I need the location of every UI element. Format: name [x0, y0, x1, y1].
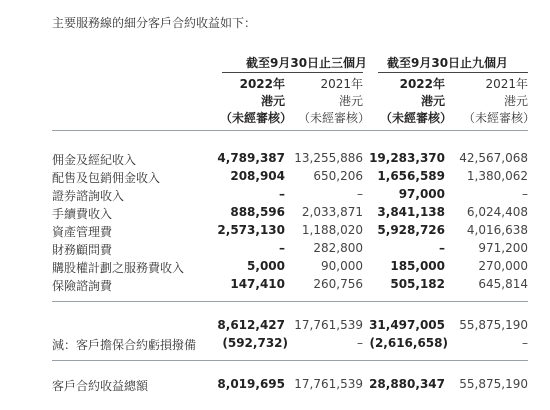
row-label: 購股權計劃之服務費收入 — [52, 261, 185, 275]
cell-value: 260,756 — [313, 277, 363, 291]
cell-value: 42,567,068 — [459, 151, 528, 165]
cell-value: 4,016,638 — [466, 223, 528, 237]
cell-value: 5,000 — [247, 259, 285, 273]
year-header-3: 2022年 — [399, 77, 445, 91]
period-nine-months: 截至9月30日止九個月 — [387, 56, 509, 70]
less-provision-value: – — [357, 336, 363, 350]
intro-text: 主要服務線的細分客戶合約收益如下： — [52, 16, 257, 30]
subtotal-value: 31,497,005 — [369, 318, 445, 332]
period-underline-9m — [378, 72, 528, 73]
table-row — [0, 151, 550, 169]
cell-value: 2,573,130 — [217, 223, 285, 237]
row-label: 佣金及經紀收入 — [52, 153, 137, 167]
total-rule — [52, 360, 528, 361]
cell-value: – — [439, 241, 445, 255]
currency-header-4: 港元 — [503, 94, 528, 108]
subtotal-value: 8,612,427 — [217, 318, 285, 332]
cell-value: 1,380,062 — [466, 169, 528, 183]
table-row — [0, 259, 550, 277]
cell-value: 270,000 — [478, 259, 528, 273]
cell-value: – — [357, 187, 363, 201]
subtotal-value: 55,875,190 — [459, 318, 528, 332]
table-row — [0, 277, 550, 295]
table-row — [0, 205, 550, 223]
row-label: 資產管理費 — [52, 225, 113, 239]
cell-value: – — [522, 187, 528, 201]
cell-value: 5,928,726 — [377, 223, 445, 237]
table-row — [0, 169, 550, 187]
subtotal-value: 17,761,539 — [294, 318, 363, 332]
cell-value: 147,410 — [230, 277, 285, 291]
less-provision-value: – — [522, 336, 528, 350]
audit-header-2: （未經審核） — [297, 111, 370, 125]
less-provision-label: 減：客戶擔保合約虧損撥備 — [52, 338, 197, 352]
row-label: 證券諮詢收入 — [52, 189, 125, 203]
total-row — [0, 377, 550, 395]
cell-value: 505,182 — [390, 277, 445, 291]
table-row — [0, 187, 550, 205]
cell-value: 185,000 — [390, 259, 445, 273]
less-provision-value: (592,732) — [222, 336, 288, 350]
subtotal-row — [0, 318, 550, 336]
row-label: 保險諮詢費 — [52, 279, 113, 293]
year-header-2: 2021年 — [320, 77, 363, 91]
cell-value: 1,656,589 — [377, 169, 445, 183]
cell-value: 971,200 — [478, 241, 528, 255]
total-value: 17,761,539 — [294, 377, 363, 391]
cell-value: – — [279, 241, 285, 255]
total-value: 28,880,347 — [369, 377, 445, 391]
table-row — [0, 241, 550, 259]
cell-value: 208,904 — [230, 169, 285, 183]
currency-header-2: 港元 — [338, 94, 363, 108]
subtotal-rule — [52, 301, 528, 302]
total-value: 55,875,190 — [459, 377, 528, 391]
period-underline-3m — [222, 72, 363, 73]
audit-header-4: （未經審核） — [462, 111, 535, 125]
year-header-1: 2022年 — [239, 77, 285, 91]
cell-value: 19,283,370 — [369, 151, 445, 165]
cell-value: 97,000 — [398, 187, 445, 201]
audit-header-1: （未經審核） — [219, 111, 292, 125]
period-three-months: 截至9月30日止三個月 — [246, 56, 368, 70]
table-row — [0, 223, 550, 241]
less-provision-value: (2,616,658) — [369, 336, 448, 350]
cell-value: 90,000 — [321, 259, 363, 273]
total-label: 客戶合約收益總額 — [52, 379, 149, 393]
header-rule — [52, 130, 528, 131]
audit-header-3: （未經審核） — [379, 111, 452, 125]
row-label: 配售及包銷佣金收入 — [52, 171, 161, 185]
currency-header-1: 港元 — [260, 94, 285, 108]
cell-value: 888,596 — [230, 205, 285, 219]
cell-value: 645,814 — [478, 277, 528, 291]
cell-value: – — [279, 187, 285, 201]
cell-value: 6,024,408 — [466, 205, 528, 219]
currency-header-3: 港元 — [420, 94, 445, 108]
row-label: 財務顧問費 — [52, 243, 113, 257]
year-header-4: 2021年 — [485, 77, 528, 91]
total-value: 8,019,695 — [217, 377, 285, 391]
cell-value: 1,188,020 — [301, 223, 363, 237]
cell-value: 282,800 — [313, 241, 363, 255]
cell-value: 3,841,138 — [377, 205, 445, 219]
cell-value: 13,255,886 — [294, 151, 363, 165]
cell-value: 2,033,871 — [301, 205, 363, 219]
cell-value: 650,206 — [313, 169, 363, 183]
cell-value: 4,789,387 — [217, 151, 285, 165]
less-provision-row — [0, 336, 550, 354]
row-label: 手續費收入 — [52, 207, 113, 221]
